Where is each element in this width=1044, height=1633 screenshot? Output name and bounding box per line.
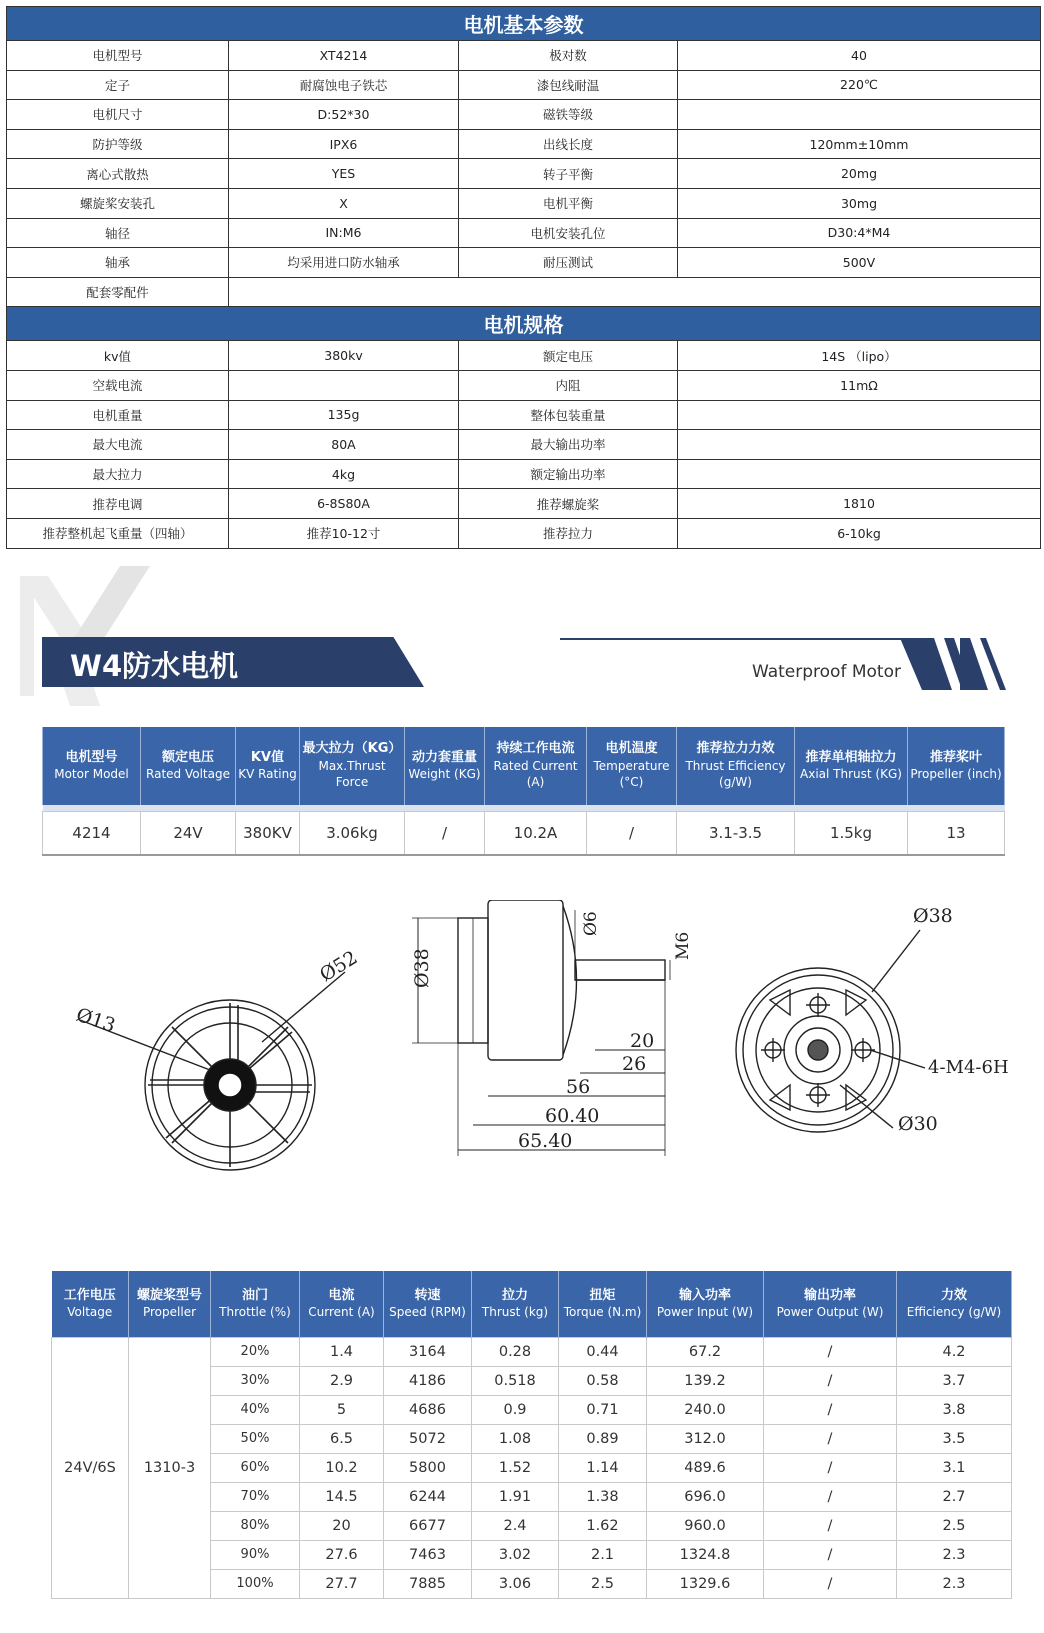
spec-label: 防护等级 [7, 129, 229, 159]
spec-value [678, 400, 1041, 430]
technical-drawings [0, 900, 1044, 1220]
spec-label: 漆包线耐温 [459, 70, 678, 100]
perf-cell: 1.52 [472, 1453, 559, 1482]
spec-value [678, 459, 1041, 489]
dim-d30-label: Ø30 [898, 1113, 938, 1135]
spec-label: 整体包装重量 [459, 400, 678, 430]
product-header-cell [795, 727, 908, 805]
spec-label: 电机平衡 [459, 188, 678, 218]
perf-cell: 4686 [384, 1395, 472, 1424]
perf-cell: 27.7 [300, 1569, 384, 1598]
header-en: Current (A) [308, 1304, 375, 1319]
perf-cell: 2.1 [559, 1540, 647, 1569]
banner-divider [560, 638, 955, 640]
perf-cell: 1.08 [472, 1424, 559, 1453]
perf-header-cell [647, 1271, 764, 1337]
spec-label: 耐压测试 [459, 248, 678, 278]
header-en: Motor Model [54, 767, 129, 781]
perf-cell: / [764, 1453, 897, 1482]
spec-value: 500V [678, 248, 1041, 278]
dim-d38-side-label: Ø38 [411, 948, 433, 988]
perf-cell: 1.14 [559, 1453, 647, 1482]
perf-header-cell [129, 1271, 211, 1337]
banner-title-plate [42, 637, 424, 687]
perf-propeller-cell: 1310-3 [129, 1337, 211, 1598]
spec-row [7, 489, 1041, 519]
dim-d13-label: Ø13 [73, 1003, 119, 1038]
perf-cell: 0.44 [559, 1337, 647, 1366]
dim-6040-label: 60.40 [545, 1105, 600, 1127]
perf-cell: 3.06 [472, 1569, 559, 1598]
side-view-drawing [412, 900, 670, 1156]
header-en: Power Output (W) [776, 1304, 884, 1319]
perf-cell: 240.0 [647, 1395, 764, 1424]
spec-value [678, 430, 1041, 460]
dim-m6-label: M6 [673, 931, 693, 960]
header-en: Speed (RPM) [389, 1304, 466, 1319]
perf-header-cell [211, 1271, 300, 1337]
header-cn: 推荐单相轴拉力 [805, 749, 897, 765]
spec-row [7, 70, 1041, 100]
spec-value: 30mg [678, 188, 1041, 218]
perf-cell: 0.9 [472, 1395, 559, 1424]
header-en: Weight (KG) [408, 767, 481, 781]
spec-row-accessories [7, 277, 1041, 307]
spec-value: 120mm±10mm [678, 129, 1041, 159]
perf-cell: 7885 [384, 1569, 472, 1598]
product-cell: 24V [141, 811, 236, 855]
spec-value: 4kg [229, 459, 459, 489]
spec-label: 配套零配件 [7, 277, 229, 307]
product-header-cell [485, 727, 587, 805]
header-cn: 电流 [328, 1287, 355, 1303]
spec-label: 定子 [7, 70, 229, 100]
spec-value: 推荐10-12寸 [229, 518, 459, 548]
spec-value: X [229, 188, 459, 218]
header-cn: 推荐桨叶 [929, 749, 982, 765]
spec-row [7, 41, 1041, 71]
perf-cell: / [764, 1424, 897, 1453]
perf-cell: 80% [211, 1511, 300, 1540]
back-view-drawing [736, 930, 925, 1132]
header-cn: 拉力 [501, 1287, 528, 1303]
perf-cell: / [764, 1569, 897, 1598]
product-table [42, 727, 1005, 856]
spec-row [7, 459, 1041, 489]
perf-cell: 2.9 [300, 1366, 384, 1395]
front-view-drawing [80, 972, 345, 1170]
perf-cell: 20 [300, 1511, 384, 1540]
product-header-cell [141, 727, 236, 805]
product-cell: 13 [908, 811, 1005, 855]
banner-stripes-icon [900, 638, 1006, 690]
spec-value: D30:4*M4 [678, 218, 1041, 248]
perf-cell: 3.02 [472, 1540, 559, 1569]
header-cn: 电机型号 [65, 749, 118, 765]
product-cell: 1.5kg [795, 811, 908, 855]
perf-cell: 4186 [384, 1366, 472, 1395]
perf-cell: / [764, 1366, 897, 1395]
perf-cell: 70% [211, 1482, 300, 1511]
dim-holes-label: 4-M4-6H [928, 1057, 1009, 1078]
perf-header-cell [384, 1271, 472, 1337]
header-cn: 工作电压 [63, 1287, 116, 1303]
spec-row [7, 218, 1041, 248]
spec-label: 转子平衡 [459, 159, 678, 189]
perf-cell: / [764, 1395, 897, 1424]
perf-cell: 7463 [384, 1540, 472, 1569]
header-cn: 动力套重量 [411, 749, 477, 765]
spec-value: IPX6 [229, 129, 459, 159]
dimension-drawing-svg [0, 900, 1044, 1220]
header-en: Temperature (°C) [593, 758, 670, 790]
spec-row [7, 129, 1041, 159]
product-cell: 3.1-3.5 [677, 811, 795, 855]
spec-label: 空载电流 [7, 370, 229, 400]
product-header-cell [677, 727, 795, 805]
performance-table [51, 1271, 1012, 1599]
header-en: KV Rating [238, 767, 297, 781]
spec-label: 推荐拉力 [459, 518, 678, 548]
perf-header-cell [897, 1271, 1012, 1337]
perf-cell: 960.0 [647, 1511, 764, 1540]
header-en: Axial Thrust (KG) [800, 767, 902, 781]
header-cn: 转速 [414, 1287, 441, 1303]
dim-20-label: 20 [630, 1030, 655, 1052]
header-en: Throttle (%) [219, 1304, 291, 1319]
perf-cell: 2.4 [472, 1511, 559, 1540]
perf-cell: 3.5 [897, 1424, 1012, 1453]
spec-value: 1810 [678, 489, 1041, 519]
header-cn: 电机温度 [605, 741, 658, 757]
spec-row [7, 370, 1041, 400]
product-cell: 380KV [236, 811, 300, 855]
spec-label: 螺旋桨安装孔 [7, 188, 229, 218]
spec-value: D:52*30 [229, 100, 459, 130]
spec-label: 内阻 [459, 370, 678, 400]
dim-d52-label: Ø52 [315, 946, 362, 987]
perf-cell: 30% [211, 1366, 300, 1395]
header-en: Power Input (W) [656, 1304, 754, 1319]
perf-cell: 0.89 [559, 1424, 647, 1453]
header-en: Max.Thrust Force [318, 758, 386, 790]
spec-label: 最大拉力 [7, 459, 229, 489]
perf-cell: 5072 [384, 1424, 472, 1453]
spec-value: 220℃ [678, 70, 1041, 100]
perf-cell: 0.71 [559, 1395, 647, 1424]
banner-title: W4防水电机 [70, 649, 239, 683]
perf-cell: 1.91 [472, 1482, 559, 1511]
spec-value: 11mΩ [678, 370, 1041, 400]
perf-header-cell [300, 1271, 384, 1337]
spec-table [6, 6, 1041, 549]
perf-cell: 50% [211, 1424, 300, 1453]
perf-cell: 0.518 [472, 1366, 559, 1395]
perf-cell: 27.6 [300, 1540, 384, 1569]
perf-cell: 0.28 [472, 1337, 559, 1366]
product-cell: 3.06kg [300, 811, 405, 855]
perf-cell: 3.8 [897, 1395, 1012, 1424]
spec-section-title-basic: 电机基本参数 [7, 7, 1041, 41]
header-en: Propeller (inch) [910, 767, 1002, 781]
perf-cell: 6244 [384, 1482, 472, 1511]
perf-cell: 1.4 [300, 1337, 384, 1366]
spec-value: 6-8S80A [229, 489, 459, 519]
perf-header-cell [52, 1271, 129, 1337]
perf-cell: 5 [300, 1395, 384, 1424]
spec-value: 耐腐蚀电子铁芯 [229, 70, 459, 100]
spec-label: 离心式散热 [7, 159, 229, 189]
spec-row [7, 159, 1041, 189]
spec-value [229, 277, 1041, 307]
spec-label: kv值 [7, 341, 229, 371]
spec-row [7, 430, 1041, 460]
header-en: Rated Current (A) [493, 758, 578, 790]
perf-header-cell [559, 1271, 647, 1337]
header-cn: 持续工作电流 [496, 741, 575, 757]
spec-value: 14S （lipo） [678, 341, 1041, 371]
spec-value [678, 100, 1041, 130]
spec-value: 均采用进口防水轴承 [229, 248, 459, 278]
perf-cell: 1.62 [559, 1511, 647, 1540]
spec-value: 135g [229, 400, 459, 430]
product-header-cell [300, 727, 405, 805]
perf-cell: 2.3 [897, 1569, 1012, 1598]
spec-label: 额定电压 [459, 341, 678, 371]
header-en: Thrust Efficiency (g/W) [685, 758, 786, 790]
perf-header-cell [764, 1271, 897, 1337]
spec-value: 80A [229, 430, 459, 460]
header-en: Efficiency (g/W) [906, 1304, 1002, 1319]
dim-26-label: 26 [622, 1053, 647, 1075]
dim-d6-label: Ø6 [581, 911, 601, 936]
product-cell: 10.2A [485, 811, 587, 855]
header-cn: 力效 [940, 1287, 967, 1303]
spec-value: IN:M6 [229, 218, 459, 248]
product-header-cell [43, 727, 141, 805]
perf-cell: / [764, 1337, 897, 1366]
perf-cell: 3164 [384, 1337, 472, 1366]
header-cn: KV值 [250, 749, 285, 765]
perf-voltage-cell: 24V/6S [52, 1337, 129, 1598]
perf-cell: 312.0 [647, 1424, 764, 1453]
dim-d38-back-label: Ø38 [913, 905, 953, 927]
spec-label: 轴承 [7, 248, 229, 278]
header-en: Voltage [67, 1304, 113, 1319]
product-cell: / [587, 811, 677, 855]
spec-label: 轴径 [7, 218, 229, 248]
product-header-cell [908, 727, 1005, 805]
spec-row [7, 248, 1041, 278]
spec-value [229, 370, 459, 400]
spec-label: 推荐整机起飞重量（四轴） [7, 518, 229, 548]
perf-cell: / [764, 1511, 897, 1540]
spec-label: 磁铁等级 [459, 100, 678, 130]
spec-value: YES [229, 159, 459, 189]
perf-header-cell [472, 1271, 559, 1337]
spec-value: 380kv [229, 341, 459, 371]
perf-cell: 1.38 [559, 1482, 647, 1511]
perf-cell: / [764, 1482, 897, 1511]
perf-cell: 10.2 [300, 1453, 384, 1482]
header-en: Thrust (kg) [481, 1304, 549, 1319]
header-cn: 最大拉力（KG） [302, 741, 402, 757]
perf-cell: 14.5 [300, 1482, 384, 1511]
spec-row [7, 100, 1041, 130]
spec-value: 20mg [678, 159, 1041, 189]
spec-label: 电机尺寸 [7, 100, 229, 130]
spec-label: 推荐电调 [7, 489, 229, 519]
spec-label: 电机型号 [7, 41, 229, 71]
perf-cell: 6.5 [300, 1424, 384, 1453]
product-header-cell [587, 727, 677, 805]
perf-cell: 0.58 [559, 1366, 647, 1395]
perf-cell: 3.1 [897, 1453, 1012, 1482]
header-en: Rated Voltage [146, 767, 230, 781]
perf-cell: 67.2 [647, 1337, 764, 1366]
header-en: Propeller [142, 1304, 197, 1319]
table-row [52, 1337, 1012, 1366]
spec-value: 40 [678, 41, 1041, 71]
spec-row [7, 188, 1041, 218]
header-cn: 扭矩 [589, 1287, 616, 1303]
perf-cell: 2.5 [559, 1569, 647, 1598]
perf-cell: 90% [211, 1540, 300, 1569]
header-cn: 油门 [241, 1287, 268, 1303]
header-cn: 螺旋桨型号 [136, 1287, 202, 1303]
perf-cell: 40% [211, 1395, 300, 1424]
perf-cell: 60% [211, 1453, 300, 1482]
dim-56-label: 56 [566, 1076, 591, 1098]
product-cell: / [405, 811, 485, 855]
spec-label: 推荐螺旋桨 [459, 489, 678, 519]
perf-cell: 20% [211, 1337, 300, 1366]
perf-cell: 1329.6 [647, 1569, 764, 1598]
spec-label: 极对数 [459, 41, 678, 71]
perf-cell: 3.7 [897, 1366, 1012, 1395]
spec-label: 最大电流 [7, 430, 229, 460]
perf-cell: 139.2 [647, 1366, 764, 1395]
spec-row [7, 400, 1041, 430]
perf-cell: 4.2 [897, 1337, 1012, 1366]
header-cn: 输出功率 [803, 1287, 856, 1303]
perf-cell: 5800 [384, 1453, 472, 1482]
dim-6540-label: 65.40 [518, 1130, 573, 1152]
header-cn: 推荐拉力力效 [696, 741, 775, 757]
spec-label: 电机安装孔位 [459, 218, 678, 248]
spec-section-title-specs: 电机规格 [7, 307, 1041, 341]
spec-label: 出线长度 [459, 129, 678, 159]
header-en: Torque (N.m) [563, 1304, 642, 1319]
perf-cell: 6677 [384, 1511, 472, 1540]
perf-cell: 2.7 [897, 1482, 1012, 1511]
header-cn: 输入功率 [678, 1287, 731, 1303]
perf-cell: 1324.8 [647, 1540, 764, 1569]
spec-row [7, 341, 1041, 371]
product-cell: 4214 [43, 811, 141, 855]
spec-value: XT4214 [229, 41, 459, 71]
perf-cell: / [764, 1540, 897, 1569]
spec-label: 最大输出功率 [459, 430, 678, 460]
banner-subtitle: Waterproof Motor [752, 662, 901, 682]
perf-cell: 2.3 [897, 1540, 1012, 1569]
header-cn: 额定电压 [161, 749, 214, 765]
spec-value: 6-10kg [678, 518, 1041, 548]
product-header-cell [236, 727, 300, 805]
perf-cell: 100% [211, 1569, 300, 1598]
perf-cell: 489.6 [647, 1453, 764, 1482]
product-header-cell [405, 727, 485, 805]
spec-label: 电机重量 [7, 400, 229, 430]
perf-cell: 2.5 [897, 1511, 1012, 1540]
perf-cell: 696.0 [647, 1482, 764, 1511]
spec-row [7, 518, 1041, 548]
spec-label: 额定输出功率 [459, 459, 678, 489]
